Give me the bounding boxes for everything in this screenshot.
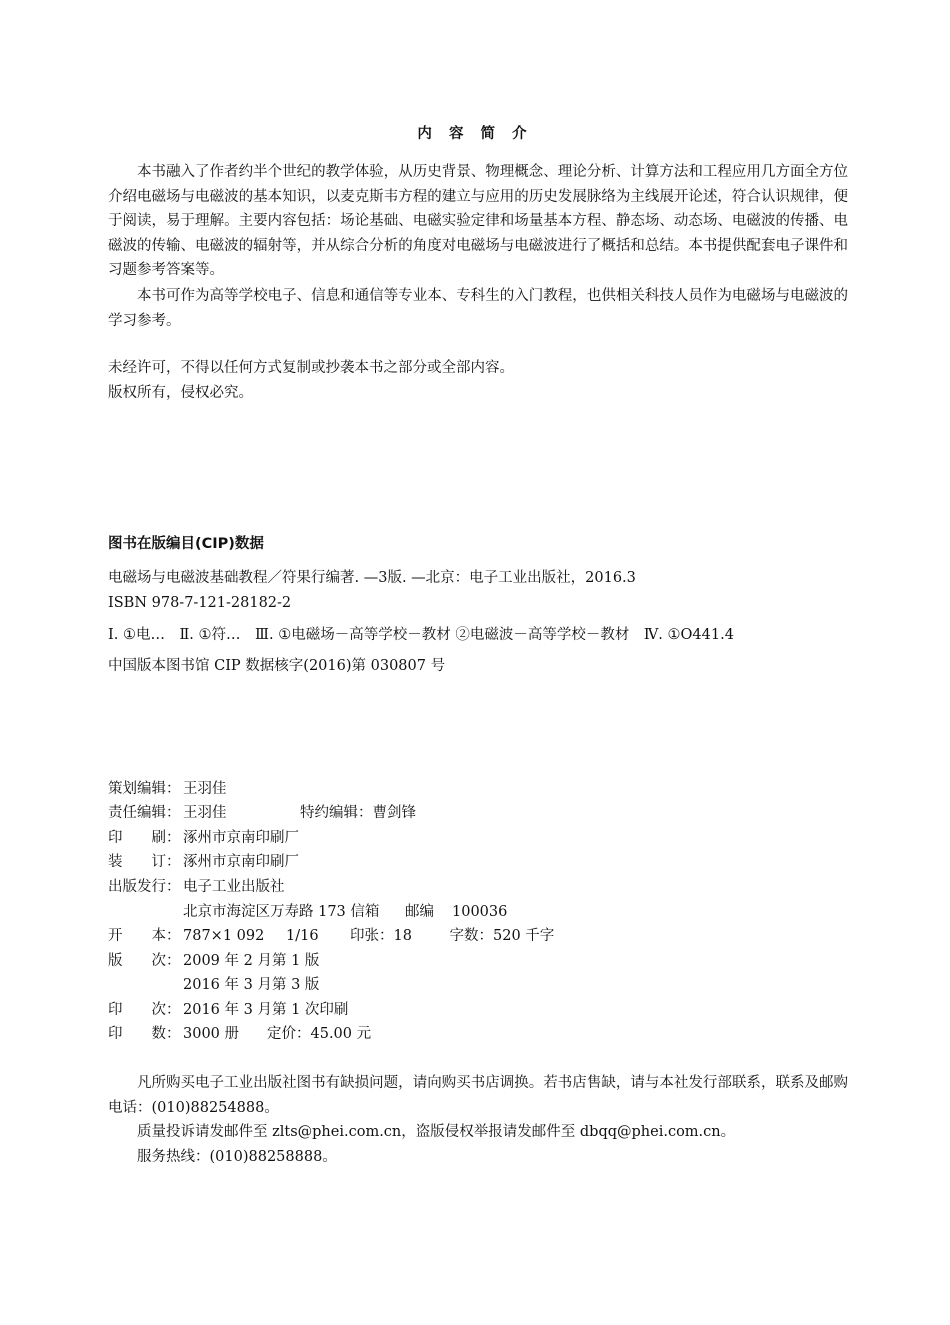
price-label: 定价： (267, 1026, 311, 1042)
sheets-value: 18 (393, 928, 412, 944)
price-value: 45.00 元 (310, 1026, 372, 1042)
publisher-row (108, 877, 285, 897)
planner-label: 策划编辑： (108, 781, 181, 797)
print-row (108, 828, 299, 848)
editor-row (108, 803, 416, 823)
summary-paragraph-2: 本书可作为高等学校电子、信息和通信等专业本、专科生的入门教程，也供相关科技人员作为电磁场与电磁波的学习参考。 (108, 288, 848, 329)
special-editor-value: 曹剑锋 (372, 805, 416, 821)
format-fraction: 1/16 (286, 928, 319, 944)
editor-label: 责任编辑： (108, 805, 181, 821)
bind-row (108, 852, 299, 872)
address-value: 北京市海淀区万寿路 173 信箱 (183, 904, 380, 920)
format-label: 开 本： (108, 928, 181, 944)
notice-paragraph-3: 服务热线：(010)88258888。 (137, 1149, 337, 1165)
postcode-value: 100036 (452, 904, 508, 920)
summary-title: 内 容 简 介 (417, 126, 533, 142)
notice-paragraph-1: 凡所购买电子工业出版社图书有缺损问题，请向购买书店调换。若书店售缺，请与本社发行部联系，联系及邮购电话：(010)88254888。 (108, 1075, 848, 1116)
isbn: ISBN 978-7-121-28182-2 (108, 595, 292, 611)
rights-reserved: 版权所有，侵权必究。 (108, 385, 253, 401)
cip-approval-number: 中国版本图书馆 CIP 数据核字(2016)第 030807 号 (108, 658, 446, 674)
print-label: 印 刷： (108, 830, 181, 846)
print-value: 涿州市京南印刷厂 (183, 830, 299, 846)
impression-row (108, 1000, 348, 1020)
planner-row (108, 779, 227, 799)
words-value: 520 千字 (493, 928, 555, 944)
impression-label: 印 次： (108, 1002, 181, 1018)
sheets-label: 印张： (350, 928, 394, 944)
impression-value: 2016 年 3 月第 1 次印刷 (183, 1002, 349, 1018)
edition-first: 2009 年 2 月第 1 版 (183, 953, 320, 969)
bind-label: 装 订： (108, 854, 181, 870)
format-row (108, 926, 554, 946)
publisher-label: 出版发行： (108, 879, 181, 895)
postcode-label: 邮编 (405, 904, 434, 920)
edition-label: 版 次： (108, 953, 181, 969)
address-row (108, 902, 507, 922)
format-value: 787×1 092 (183, 928, 265, 944)
notice-paragraph-2: 质量投诉请发邮件至 zlts@phei.com.cn，盗版侵权举报请发邮件至 dbqq@phei.com.cn。 (137, 1124, 736, 1140)
edition-row-2 (108, 975, 319, 995)
special-editor-label: 特约编辑： (300, 805, 373, 821)
planner-value: 王羽佳 (183, 781, 227, 797)
cip-record: 电磁场与电磁波基础教程／符果行编著. —3版. —北京：电子工业出版社，2016.3 (108, 570, 636, 586)
copies-label: 印 数： (108, 1026, 181, 1042)
bind-value: 涿州市京南印刷厂 (183, 854, 299, 870)
cip-heading: 图书在版编目(CIP)数据 (108, 536, 264, 552)
publisher-value: 电子工业出版社 (183, 879, 285, 895)
copies-row (108, 1024, 371, 1044)
copyright-notice: 未经许可，不得以任何方式复制或抄袭本书之部分或全部内容。 (108, 360, 514, 376)
copies-value: 3000 册 (183, 1026, 240, 1042)
cip-classification: Ⅰ. ①电… Ⅱ. ①符… Ⅲ. ①电磁场－高等学校－教材 ②电磁波－高等学校－教材 Ⅳ. ①O441.4 (108, 627, 734, 643)
editor-value: 王羽佳 (183, 805, 227, 821)
summary-paragraph-1: 本书融入了作者约半个世纪的教学体验，从历史背景、物理概念、理论分析、计算方法和工程应用几方面全方位介绍电磁场与电磁波的基本知识，以麦克斯韦方程的建立与应用的历史发展脉络为主线展开论述，符合认识规律，便于阅读，易于理解。主要内容包括：场论基础、电磁实验定律和场量基本方程、静态场、动态场、电磁波的传播、电磁波的传输、电磁波的辐射等，并从综合分析的角度对电磁场与电磁波进行了概括和总结。本书提供配套电子课件和习题参考答案等。 (108, 164, 848, 278)
edition-row (108, 951, 319, 971)
edition-third: 2016 年 3 月第 3 版 (183, 977, 320, 993)
words-label: 字数： (449, 928, 493, 944)
